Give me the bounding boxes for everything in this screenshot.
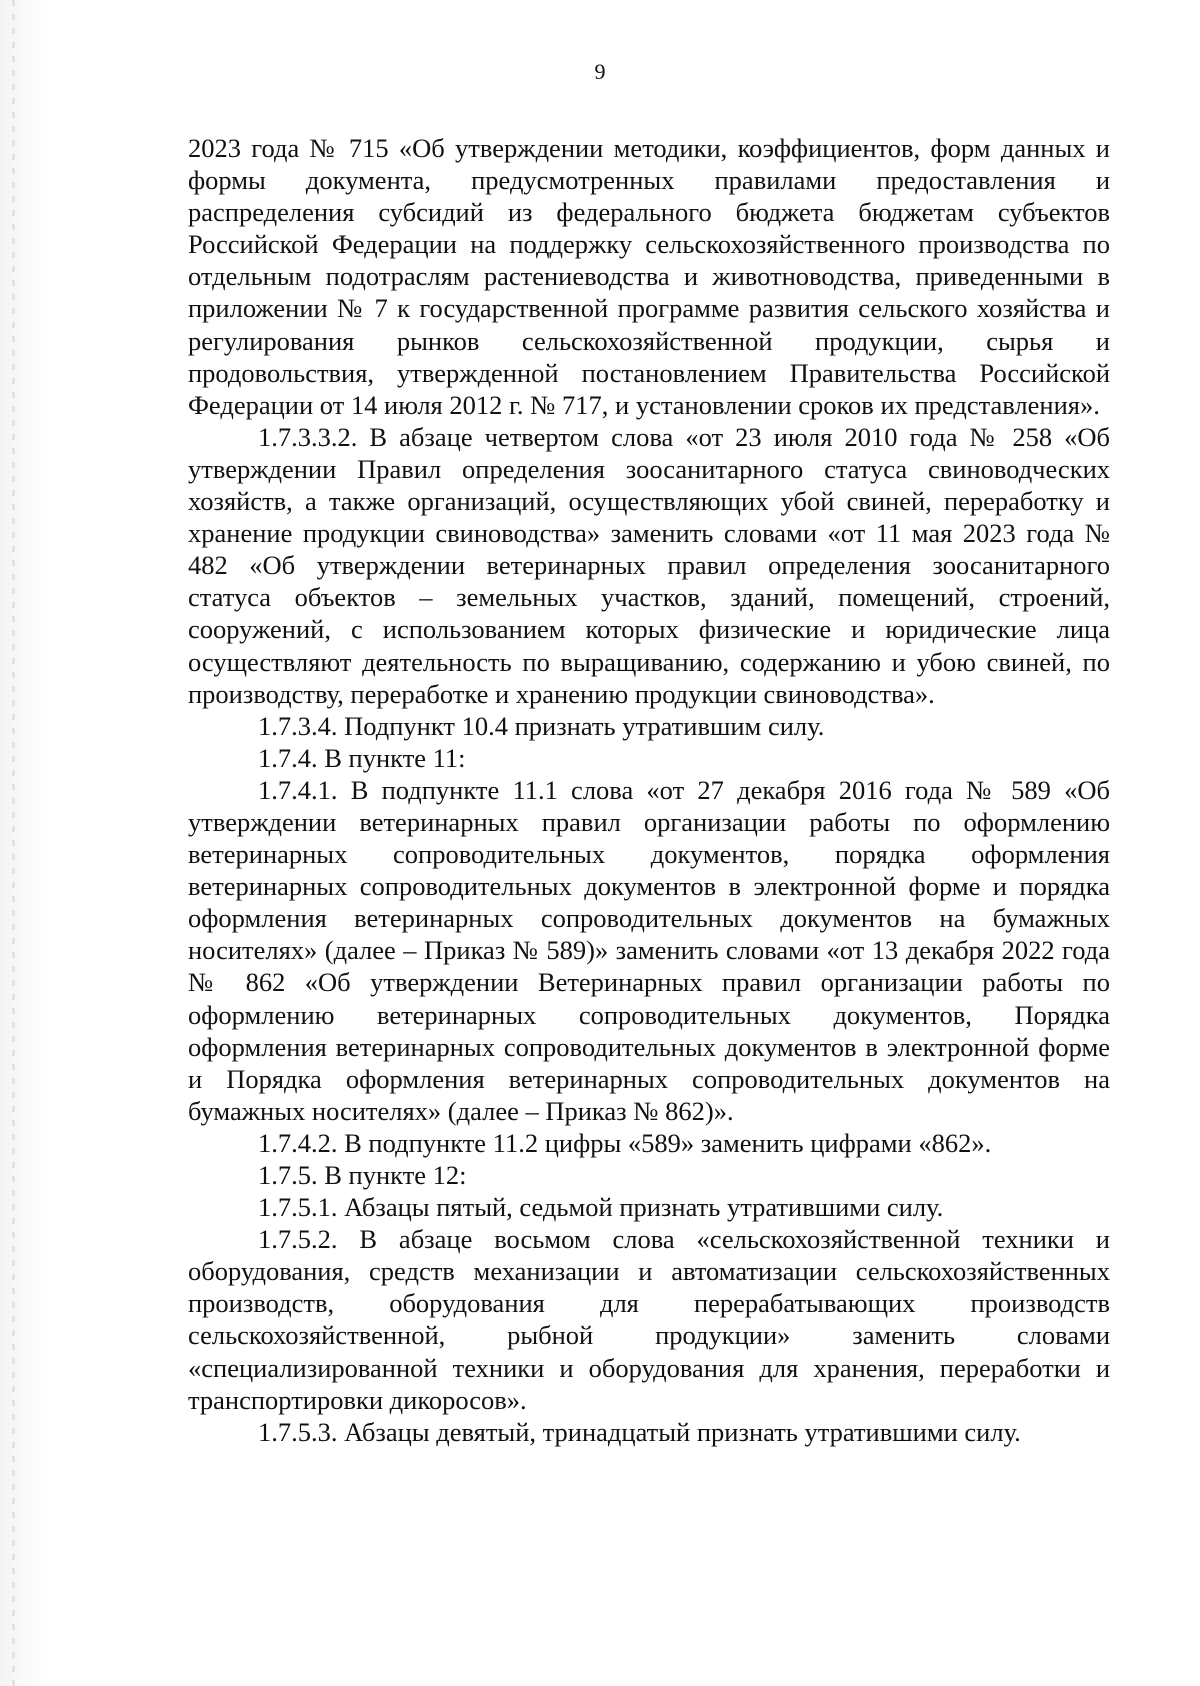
page-number: 9 bbox=[594, 59, 606, 84]
document-body bbox=[188, 132, 1110, 1448]
paragraph-continuation: 2023 года № 715 «Об утверждении методики, коэффициентов, форм данных и формы документа, предусмотренных правилами предоставления и распределения субсидий из федерального бюджета бюджетам субъектов Российской Федерации на поддержку сельскохозяйственного производства по отдельным подотраслям растениеводства и животноводства, приведенными в приложении № 7 к государственной программе развития сельского хозяйства и регулирования рынков сельскохозяйственной продукции, сырья и продовольствия, утвержденной постановлением Правительства Российской Федерации от 14 июля 2012 г. № 717, и установлении сроков их представления». bbox=[188, 133, 1110, 420]
paragraph-1-7-3-3-2: 1.7.3.3.2. В абзаце четвертом слова «от 23 июля 2010 года № 258 «Об утверждении Правил определения зоосанитарного статуса свиноводческих хозяйств, а также организаций, осуществляющих убой свиней, переработку и хранение продукции свиноводства» заменить словами «от 11 мая 2023 года № 482 «Об утверждении ветеринарных правил определения зоосанитарного статуса объектов – земельных участков, зданий, помещений, строений, сооружений, с использованием которых физические и юридические лица осуществляют деятельность по выращиванию, содержанию и убою свиней, по производству, переработке и хранению продукции свиноводства». bbox=[188, 421, 1110, 709]
paragraph-1-7-4-2: 1.7.4.2. В подпункте 11.2 цифры «589» заменить цифрами «862». bbox=[258, 1127, 992, 1158]
scan-edge-shadow bbox=[0, 0, 46, 1686]
paragraph-1-7-4: 1.7.4. В пункте 11: bbox=[258, 742, 466, 773]
paragraph-1-7-5-3: 1.7.5.3. Абзацы девятый, тринадцатый признать утратившими силу. bbox=[258, 1416, 1021, 1447]
paragraph-1-7-4-1: 1.7.4.1. В подпункте 11.1 слова «от 27 декабря 2016 года № 589 «Об утверждении ветеринарных правил организации работы по оформлению ветеринарных сопроводительных документов, порядка оформления ветеринарных сопроводительных документов в электронной форме и порядка оформления ветеринарных сопроводительных документов на бумажных носителях» (далее – Приказ № 589)» заменить словами «от 13 декабря 2022 года № 862 «Об утверждении Ветеринарных правил организации работы по оформлению ветеринарных сопроводительных документов, Порядка оформления ветеринарных сопроводительных документов в электронной форме и Порядка оформления ветеринарных сопроводительных документов на бумажных носителях» (далее – Приказ № 862)». bbox=[188, 774, 1110, 1126]
paragraph-1-7-5: 1.7.5. В пункте 12: bbox=[258, 1160, 467, 1190]
paragraph-1-7-5-1: 1.7.5.1. Абзацы пятый, седьмой признать утратившими силу. bbox=[258, 1192, 944, 1223]
paragraph-1-7-5-2: 1.7.5.2. В абзаце восьмом слова «сельскохозяйственной техники и оборудования, средств механизации и автоматизации сельскохозяйственных производств, оборудования для перерабатывающих производств сельскохозяйственной, рыбной продукции» заменить словами «специализированной техники и оборудования для хранения, переработки и транспортировки дикоросов». bbox=[188, 1224, 1110, 1415]
paragraph-1-7-3-4: 1.7.3.4. Подпункт 10.4 признать утратившим силу. bbox=[258, 710, 825, 741]
